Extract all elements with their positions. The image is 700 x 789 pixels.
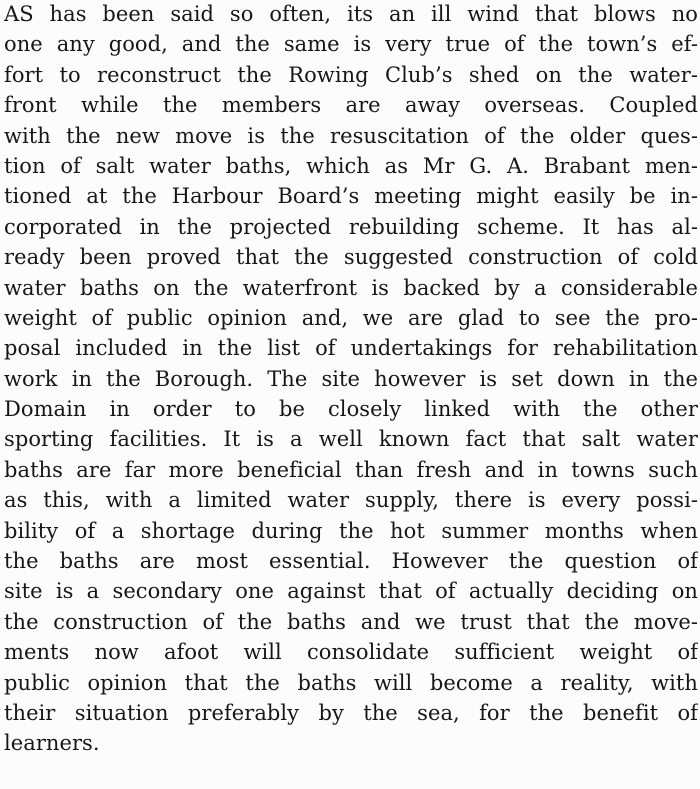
article-line: fort to reconstruct the Rowing Club’s shed on the water- <box>4 62 698 87</box>
editorial-article <box>4 0 698 759</box>
article-line: corporated in the projected rebuilding scheme. It has al- <box>4 214 698 239</box>
article-line: Domain in order to be closely linked with the other <box>4 397 698 422</box>
article-line: site is a secondary one against that of actually deciding on <box>4 579 698 604</box>
article-line: weight of public opinion and, we are glad to see the pro- <box>4 305 698 330</box>
article-line: tioned at the Harbour Board’s meeting might easily be in- <box>4 184 698 209</box>
article-line: posal included in the list of undertakings for rehabilitation <box>4 336 698 361</box>
article-line: ready been proved that the suggested construction of cold <box>4 245 698 270</box>
article-line: with the new move is the resuscitation of the older ques- <box>4 123 698 148</box>
article-line: as this, with a limited water supply, there is every possi- <box>4 488 698 513</box>
article-line: the construction of the baths and we trust that the move- <box>4 609 698 634</box>
article-line: tion of salt water baths, which as Mr G. A. Brabant men- <box>4 153 698 178</box>
article-line: water baths on the waterfront is backed by a considerable <box>4 275 698 300</box>
article-line: sporting facilities. It is a well known fact that salt water <box>4 427 698 452</box>
article-line: bility of a shortage during the hot summer months when <box>4 518 698 543</box>
article-line: one any good, and the same is very true of the town’s ef- <box>4 32 698 57</box>
article-line: baths are far more beneficial than fresh and in towns such <box>4 457 698 482</box>
article-line: front while the members are away overseas. Coupled <box>4 93 698 118</box>
article-line: AS has been said so often, its an ill wind that blows no <box>4 2 698 26</box>
article-line: the baths are most essential. However the question of <box>4 549 698 574</box>
article-line: their situation preferably by the sea, for the benefit of <box>4 700 698 725</box>
article-line: public opinion that the baths will become a reality, with <box>4 670 698 695</box>
article-line: work in the Borough. The site however is set down in the <box>4 366 698 391</box>
article-line: ments now afoot will consolidate sufficient weight of <box>4 640 698 665</box>
article-line: learners. <box>4 731 100 756</box>
